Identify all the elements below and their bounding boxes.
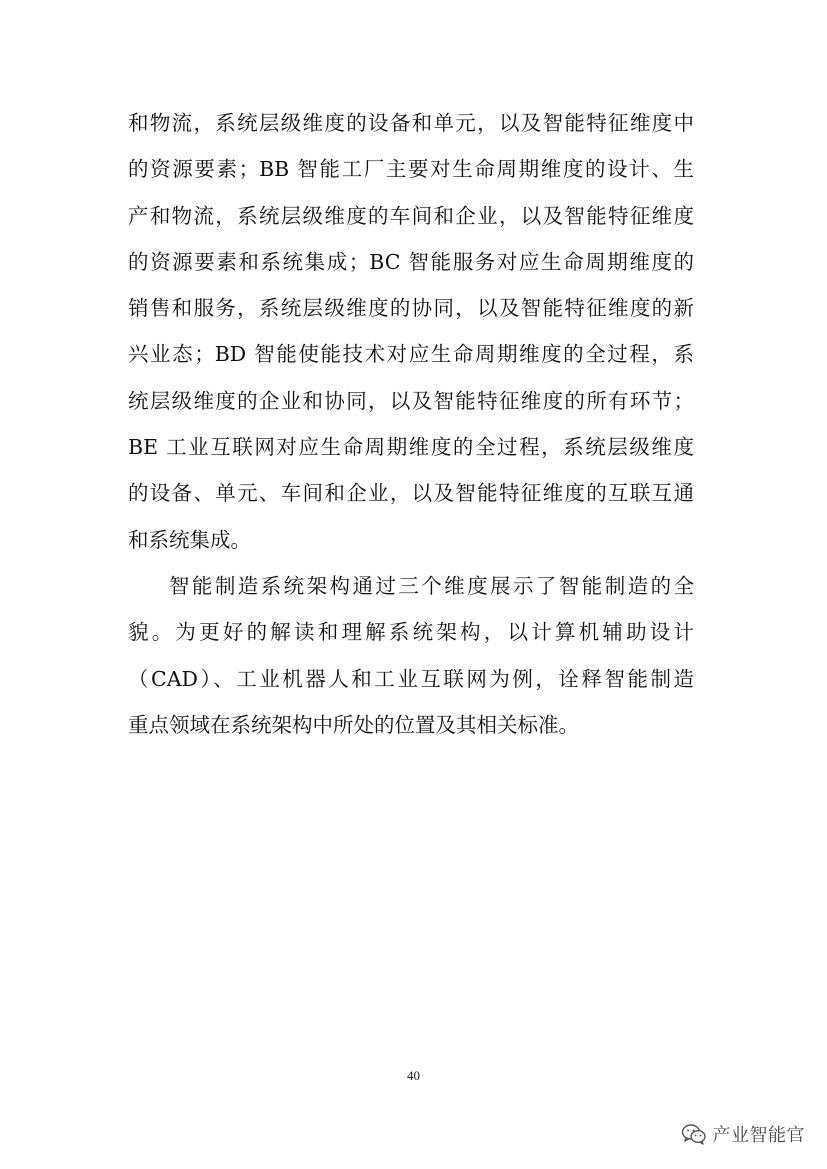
text-line: （CAD）、工业机器人和工业互联网为例，诠释智能制造 [128, 666, 694, 691]
wechat-icon [681, 1123, 707, 1145]
text-line: 的设备、单元、车间和企业，以及智能特征维度的互联互通 [128, 481, 694, 506]
text-line: 的资源要素和系统集成；BC 智能服务对应生命周期维度的 [128, 249, 694, 274]
text-line: BE 工业互联网对应生命周期维度的全过程，系统层级维度 [128, 435, 694, 460]
text-line: 貌。为更好的解读和理解系统架构，以计算机辅助设计 [128, 620, 694, 645]
text-line: 重点领域在系统架构中所处的位置及其相关标准。 [128, 712, 579, 737]
text-line: 智能制造系统架构通过三个维度展示了智能制造的全 [169, 573, 694, 598]
text-line: 和物流，系统层级维度的设备和单元，以及智能特征维度中 [128, 111, 694, 135]
paragraph-2 [128, 563, 694, 748]
body-text [128, 100, 694, 748]
paragraph-1 [128, 100, 694, 563]
text-line: 的资源要素；BB 智能工厂主要对生命周期维度的设计、生 [128, 157, 694, 182]
text-line: 统层级维度的企业和协同，以及智能特征维度的所有环节； [128, 388, 694, 413]
text-line: 销售和服务，系统层级维度的协同，以及智能特征维度的新 [128, 296, 694, 321]
watermark-text: 产业智能官 [712, 1125, 805, 1146]
page-number: 40 [407, 1068, 420, 1083]
text-line: 产和物流，系统层级维度的车间和企业，以及智能特征维度 [128, 203, 694, 228]
text-line: 和系统集成。 [128, 527, 251, 552]
text-line: 兴业态；BD 智能使能技术对应生命周期维度的全过程，系 [128, 342, 694, 367]
watermark [681, 1121, 806, 1147]
